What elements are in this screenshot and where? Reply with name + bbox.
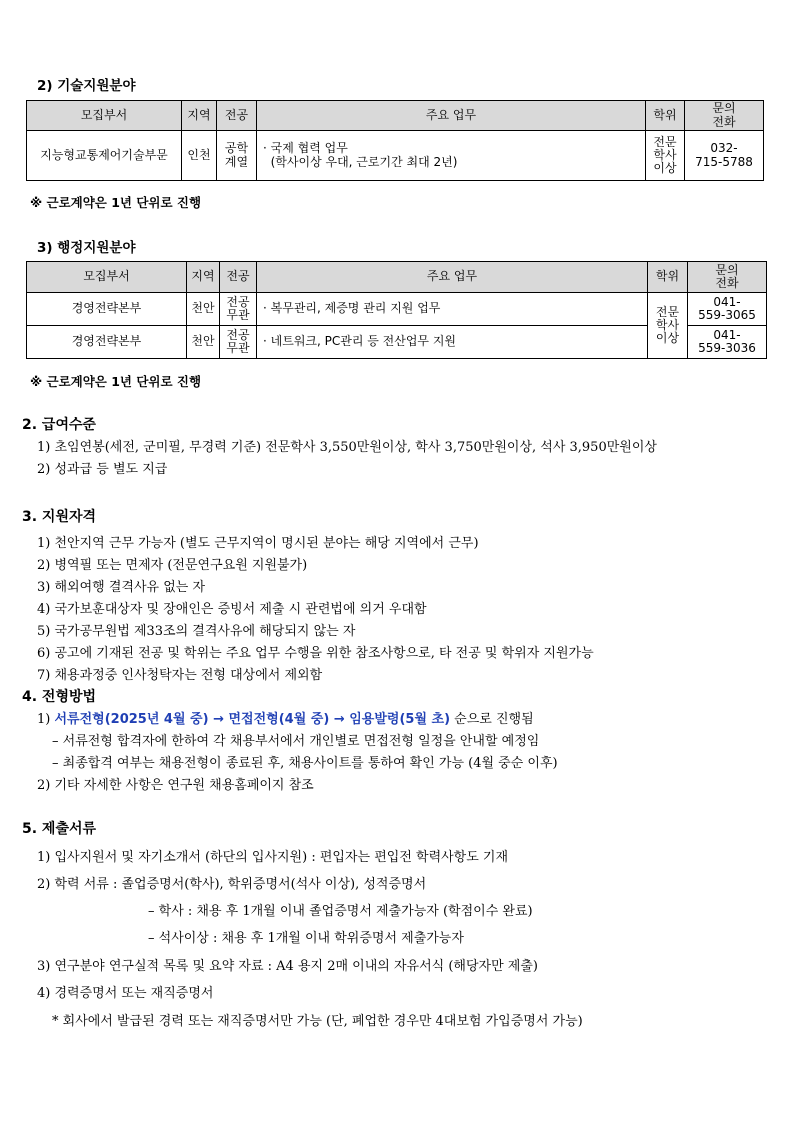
docs-line-2b: – 석사이상 : 채용 후 1개월 이내 학위증명서 제출가능자 xyxy=(148,931,464,946)
tech-dept: 지능형교통제어기술부문 xyxy=(27,131,182,181)
tech-section-heading: 2) 기술지원분야 xyxy=(37,78,136,94)
process-sub-2: – 최종합격 여부는 채용전형이 종료된 후, 채용사이트를 통하여 확인 가능 (4월 중순 이후) xyxy=(52,756,558,771)
qual-item-1: 1) 천안지역 근무 가능자 (별도 근무지역이 명시된 분야는 해당 지역에서 근무) xyxy=(37,536,479,551)
admin-contact-2: 041- 559-3036 xyxy=(688,326,767,359)
salary-item-2: 2) 성과급 등 별도 지급 xyxy=(37,462,168,477)
qual-heading: 3. 지원자격 xyxy=(22,509,97,525)
process-line-1 xyxy=(37,708,534,727)
qual-item-7: 7) 채용과정중 인사청탁자는 전형 대상에서 제외함 xyxy=(37,668,323,683)
th-contact: 문의 전화 xyxy=(685,101,764,131)
tech-degree: 전문 학사 이상 xyxy=(646,131,685,181)
docs-line-5: * 회사에서 발급된 경력 또는 재직증명서만 가능 (단, 폐업한 경우만 4대보험 가입증명서 가능) xyxy=(52,1014,583,1029)
tech-major: 공학 계열 xyxy=(217,131,257,181)
th-dept: 모집부서 xyxy=(27,262,187,293)
tech-note: ※ 근로계약은 1년 단위로 진행 xyxy=(30,195,202,210)
th-contact: 문의 전화 xyxy=(688,262,767,293)
salary-item-1: 1) 초임연봉(세전, 군미필, 무경력 기준) 전문학사 3,550만원이상, 학사 3,750만원이상, 석사 3,950만원이상 xyxy=(37,440,657,455)
process-line-1-suffix: 순으로 진행됨 xyxy=(450,712,534,727)
tech-duty: · 국제 협력 업무 (학사이상 우대, 근로기간 최대 2년) xyxy=(257,131,646,181)
docs-line-2a: – 학사 : 채용 후 1개월 이내 졸업증명서 제출가능자 (학점이수 완료) xyxy=(148,904,533,919)
qual-item-4: 4) 국가보훈대상자 및 장애인은 증빙서 제출 시 관련법에 의거 우대함 xyxy=(37,602,427,617)
admin-contact-1: 041- 559-3065 xyxy=(688,293,767,326)
admin-dept-2: 경영전략본부 xyxy=(27,326,187,359)
admin-duty-1: · 복무관리, 제증명 관리 지원 업무 xyxy=(257,293,648,326)
docs-line-3: 3) 연구분야 연구실적 목록 및 요약 자료 : A4 용지 2매 이내의 자유서식 (해당자만 제출) xyxy=(37,959,538,974)
process-sub-1: – 서류전형 합격자에 한하여 각 채용부서에서 개인별로 면접전형 일정을 안내할 예정임 xyxy=(52,734,540,749)
tech-contact: 032- 715-5788 xyxy=(685,131,764,181)
tech-table xyxy=(26,100,764,181)
process-heading: 4. 전형방법 xyxy=(22,689,97,705)
th-dept: 모집부서 xyxy=(27,101,182,131)
docs-line-1: 1) 입사지원서 및 자기소개서 (하단의 입사지원) : 편입자는 편입전 학력사항도 기재 xyxy=(37,850,509,865)
admin-duty-2: · 네트워크, PC관리 등 전산업무 지원 xyxy=(257,326,648,359)
docs-line-4: 4) 경력증명서 또는 재직증명서 xyxy=(37,986,214,1001)
salary-heading: 2. 급여수준 xyxy=(22,417,97,433)
th-duty: 주요 업무 xyxy=(257,101,646,131)
process-line-1-prefix: 1) xyxy=(37,712,55,727)
th-major: 전공 xyxy=(217,101,257,131)
th-major: 전공 xyxy=(220,262,257,293)
qual-item-2: 2) 병역필 또는 면제자 (전문연구요원 지원불가) xyxy=(37,558,308,573)
admin-section-heading: 3) 행정지원분야 xyxy=(37,240,136,256)
th-degree: 학위 xyxy=(648,262,688,293)
admin-major-2: 전공 무관 xyxy=(220,326,257,359)
admin-note: ※ 근로계약은 1년 단위로 진행 xyxy=(30,374,202,389)
qual-item-3: 3) 해외여행 결격사유 없는 자 xyxy=(37,580,206,595)
admin-dept-1: 경영전략본부 xyxy=(27,293,187,326)
process-steps: 서류전형(2025년 4월 중) → 면접전형(4월 중) → 임용발령(5월 초) xyxy=(54,712,451,727)
admin-major-1: 전공 무관 xyxy=(220,293,257,326)
admin-region-1: 천안 xyxy=(187,293,220,326)
admin-region-2: 천안 xyxy=(187,326,220,359)
qual-item-6: 6) 공고에 기재된 전공 및 학위는 주요 업무 수행을 위한 참조사항으로, 타 전공 및 학위자 지원가능 xyxy=(37,646,594,661)
docs-heading: 5. 제출서류 xyxy=(22,821,97,837)
qual-item-5: 5) 국가공무원법 제33조의 결격사유에 해당되지 않는 자 xyxy=(37,624,356,639)
docs-line-2: 2) 학력 서류 : 졸업증명서(학사), 학위증명서(석사 이상), 성적증명서 xyxy=(37,877,427,892)
admin-degree: 전문 학사 이상 xyxy=(648,293,688,359)
th-degree: 학위 xyxy=(646,101,685,131)
tech-region: 인천 xyxy=(182,131,217,181)
process-line-2: 2) 기타 자세한 사항은 연구원 채용홈페이지 참조 xyxy=(37,778,314,793)
th-region: 지역 xyxy=(182,101,217,131)
th-region: 지역 xyxy=(187,262,220,293)
admin-table xyxy=(26,261,767,359)
th-duty: 주요 업무 xyxy=(257,262,648,293)
